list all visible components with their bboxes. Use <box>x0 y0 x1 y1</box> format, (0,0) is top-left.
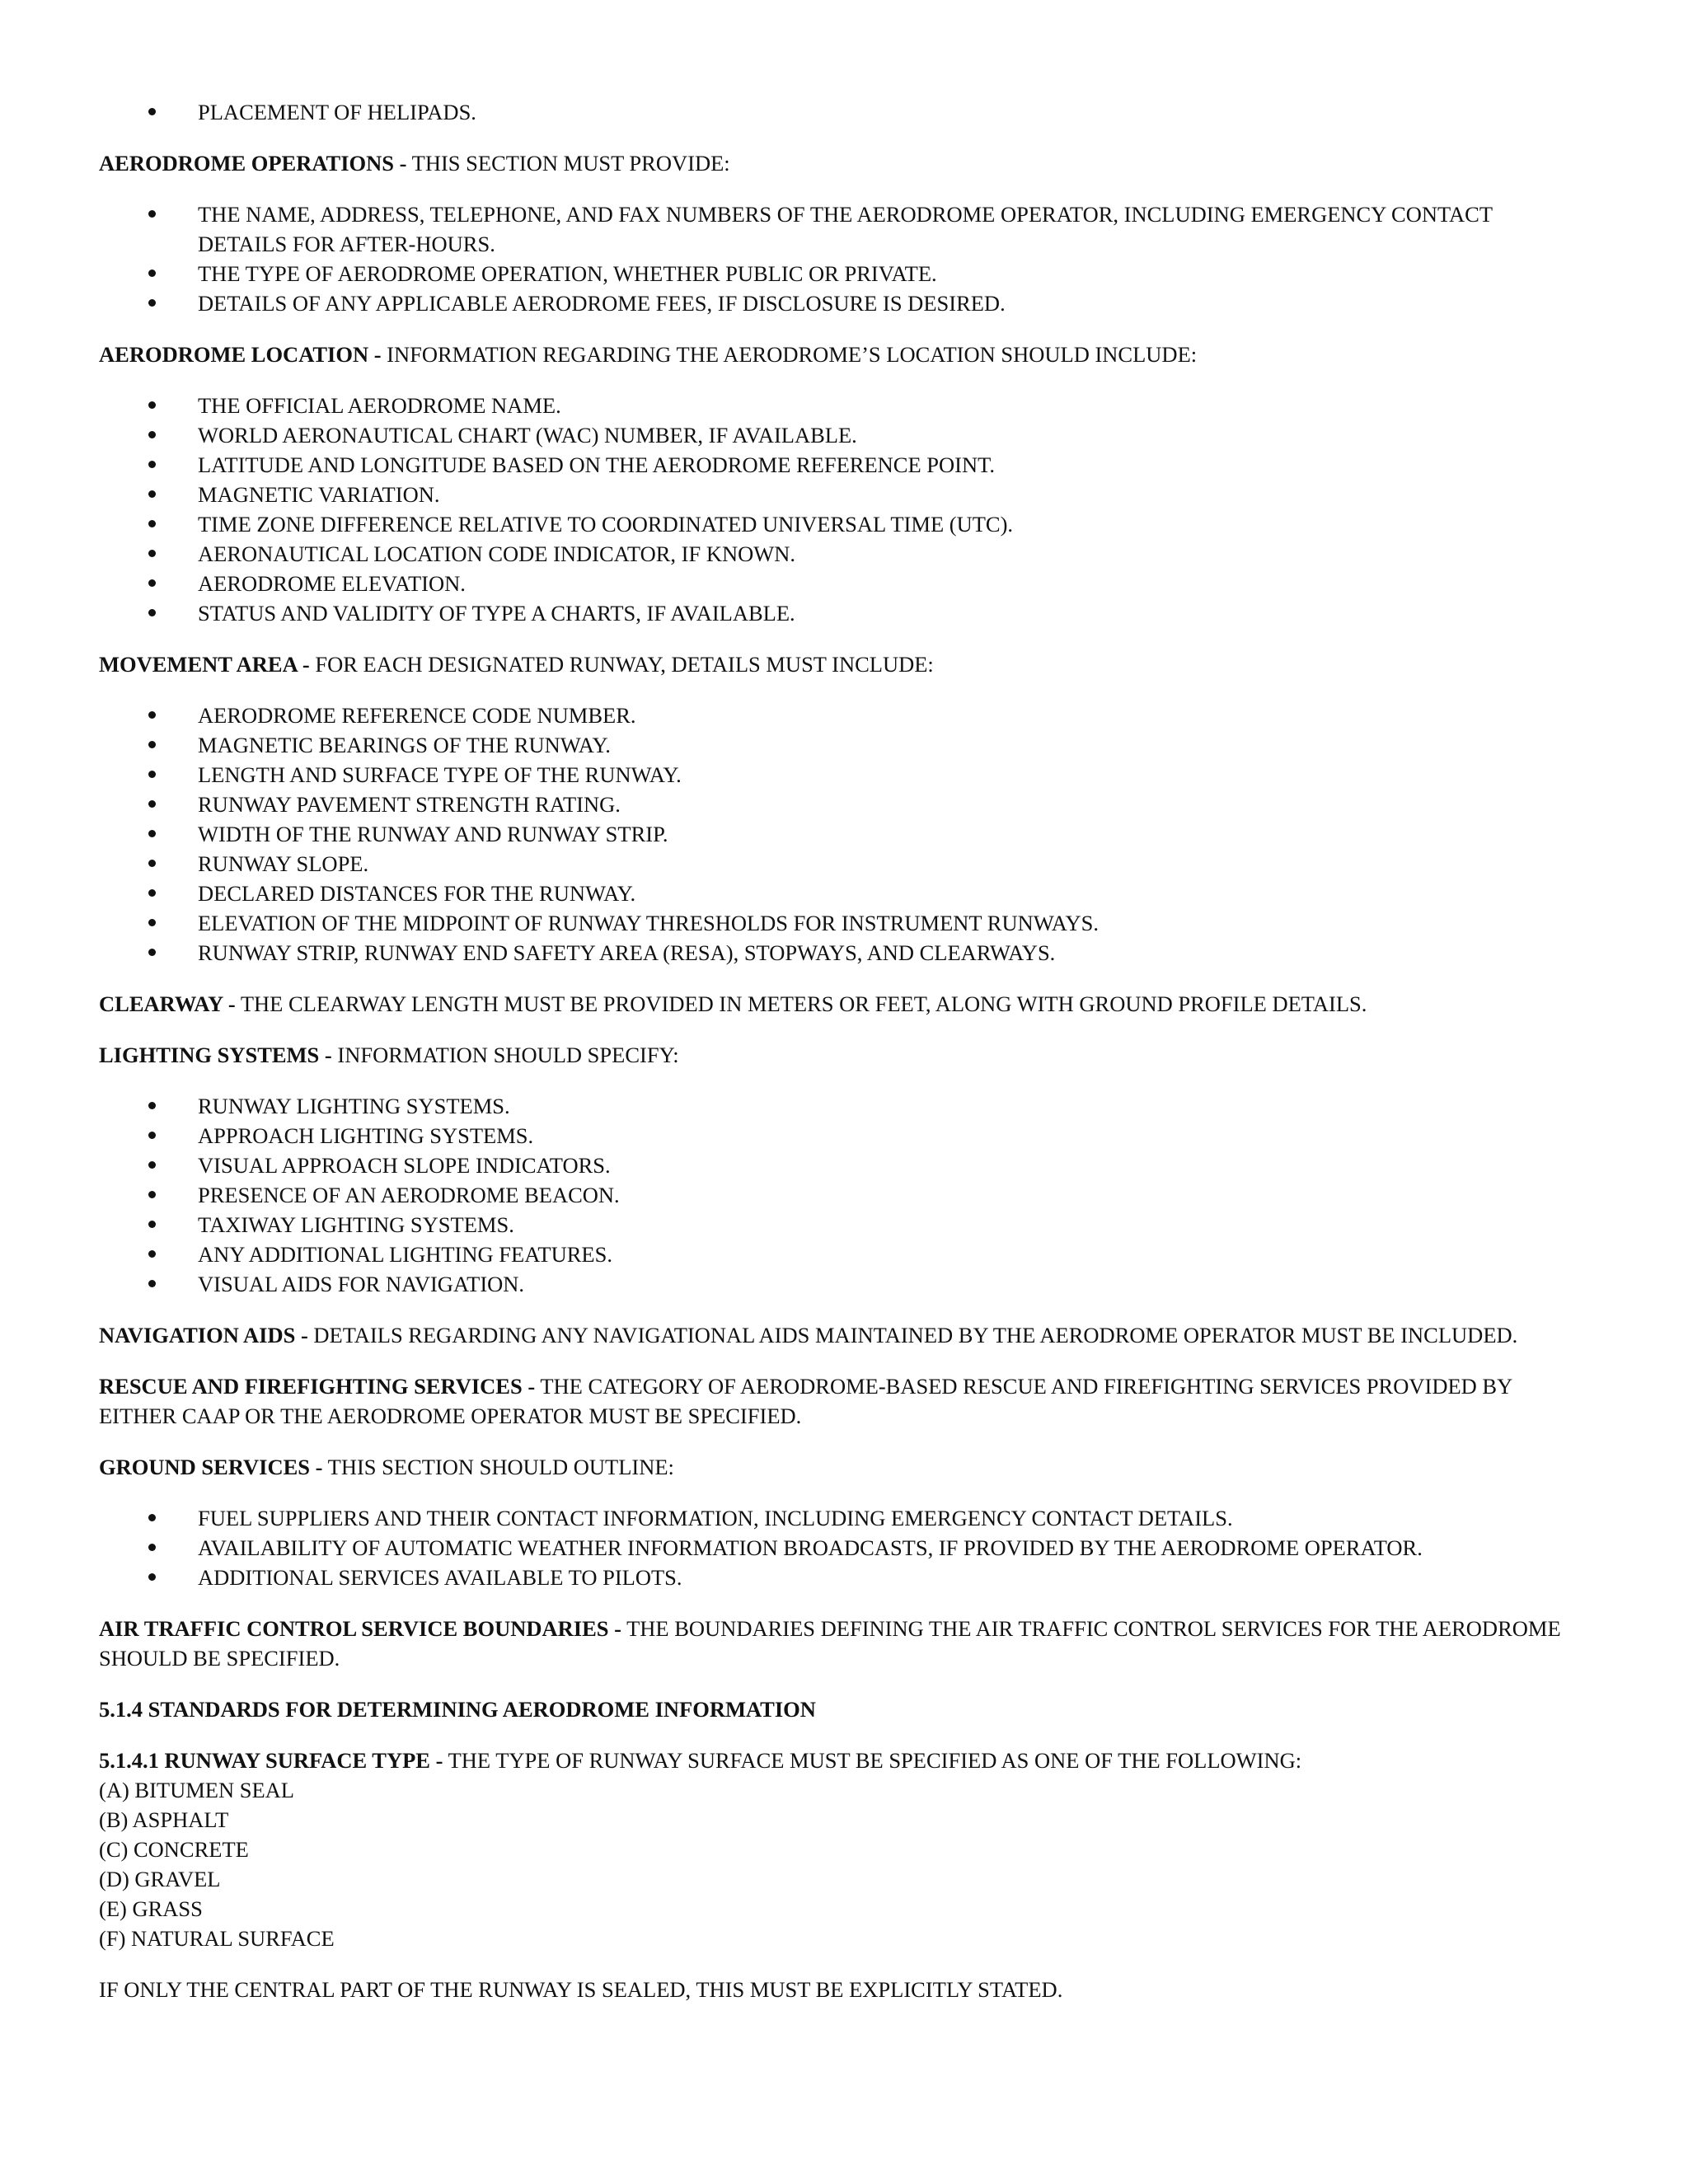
sealed-runway-note: IF ONLY THE CENTRAL PART OF THE RUNWAY IS SEALED, THIS MUST BE EXPLICITLY STATED. <box>99 1977 1063 2002</box>
section-text: FOR EACH DESIGNATED RUNWAY, DETAILS MUST INCLUDE: <box>309 652 934 677</box>
section-heading: CLEARWAY - <box>99 991 236 1016</box>
section-heading: GROUND SERVICES - <box>99 1455 323 1479</box>
aerodrome-operations-paragraph <box>99 148 1564 178</box>
section-heading: LIGHTING SYSTEMS - <box>99 1043 332 1067</box>
section-heading: MOVEMENT AREA - <box>99 652 310 677</box>
list-item: WIDTH OF THE RUNWAY AND RUNWAY STRIP. <box>198 819 1564 849</box>
runway-surface-intro <box>99 1746 1564 1775</box>
atc-boundaries-paragraph <box>99 1614 1564 1673</box>
aerodrome-operations-list <box>99 199 1564 318</box>
list-item: DECLARED DISTANCES FOR THE RUNWAY. <box>198 879 1564 908</box>
lighting-systems-list <box>99 1091 1564 1299</box>
list-item: VISUAL AIDS FOR NAVIGATION. <box>198 1269 1564 1299</box>
list-item: FUEL SUPPLIERS AND THEIR CONTACT INFORMATION, INCLUDING EMERGENCY CONTACT DETAILS. <box>198 1503 1564 1533</box>
list-item: APPROACH LIGHTING SYSTEMS. <box>198 1121 1564 1151</box>
list-item: TIME ZONE DIFFERENCE RELATIVE TO COORDINATED UNIVERSAL TIME (UTC). <box>198 509 1564 539</box>
section-heading: AERODROME LOCATION - <box>99 342 382 367</box>
list-item: AERODROME ELEVATION. <box>198 569 1564 598</box>
list-item: WORLD AERONAUTICAL CHART (WAC) NUMBER, IF AVAILABLE. <box>198 420 1564 450</box>
section-heading: NAVIGATION AIDS - <box>99 1323 308 1347</box>
list-item: THE NAME, ADDRESS, TELEPHONE, AND FAX NUMBERS OF THE AERODROME OPERATOR, INCLUDING EMERGENCY CONTACT DETAILS FOR AFTER-HOURS. <box>198 199 1564 259</box>
list-item: STATUS AND VALIDITY OF TYPE A CHARTS, IF AVAILABLE. <box>198 598 1564 628</box>
standards-heading: 5.1.4 STANDARDS FOR DETERMINING AERODROME INFORMATION <box>99 1697 816 1722</box>
list-item: TAXIWAY LIGHTING SYSTEMS. <box>198 1210 1564 1240</box>
rescue-firefighting-paragraph <box>99 1371 1564 1431</box>
ground-services-paragraph <box>99 1452 1564 1482</box>
surface-option: (B) ASPHALT <box>99 1807 229 1832</box>
list-item: THE OFFICIAL AERODROME NAME. <box>198 391 1564 420</box>
list-item: RUNWAY SLOPE. <box>198 849 1564 879</box>
section-heading: RESCUE AND FIREFIGHTING SERVICES - <box>99 1374 536 1399</box>
list-item: DETAILS OF ANY APPLICABLE AERODROME FEES, IF DISCLOSURE IS DESIRED. <box>198 288 1564 318</box>
surface-option: (A) BITUMEN SEAL <box>99 1778 294 1802</box>
aerodrome-location-paragraph <box>99 340 1564 369</box>
list-item: ANY ADDITIONAL LIGHTING FEATURES. <box>198 1240 1564 1269</box>
section-text: THIS SECTION MUST PROVIDE: <box>406 151 730 176</box>
section-heading: 5.1.4.1 RUNWAY SURFACE TYPE - <box>99 1748 443 1773</box>
list-item: VISUAL APPROACH SLOPE INDICATORS. <box>198 1151 1564 1180</box>
navigation-aids-paragraph <box>99 1320 1564 1350</box>
lighting-systems-paragraph <box>99 1040 1564 1070</box>
list-item: ADDITIONAL SERVICES AVAILABLE TO PILOTS. <box>198 1563 1564 1592</box>
list-item: MAGNETIC VARIATION. <box>198 480 1564 509</box>
list-item: AERODROME REFERENCE CODE NUMBER. <box>198 701 1564 730</box>
list-item: ELEVATION OF THE MIDPOINT OF RUNWAY THRESHOLDS FOR INSTRUMENT RUNWAYS. <box>198 908 1564 938</box>
surface-option: (D) GRAVEL <box>99 1867 221 1891</box>
list-item: RUNWAY LIGHTING SYSTEMS. <box>198 1091 1564 1121</box>
surface-option: (F) NATURAL SURFACE <box>99 1926 335 1951</box>
section-text: THIS SECTION SHOULD OUTLINE: <box>322 1455 674 1479</box>
list-item: PRESENCE OF AN AERODROME BEACON. <box>198 1180 1564 1210</box>
section-text: INFORMATION SHOULD SPECIFY: <box>331 1043 679 1067</box>
section-heading: AIR TRAFFIC CONTROL SERVICE BOUNDARIES - <box>99 1616 621 1641</box>
list-item: MAGNETIC BEARINGS OF THE RUNWAY. <box>198 730 1564 760</box>
list-item: AVAILABILITY OF AUTOMATIC WEATHER INFORMATION BROADCASTS, IF PROVIDED BY THE AERODROME OPERATOR. <box>198 1533 1564 1563</box>
section-text: THE CATEGORY OF AERODROME-BASED RESCUE AND FIREFIGHTING SERVICES PROVIDED BY EITHER CAAP OR THE AERODROME OPERATOR MUST BE SPECIFIED. <box>99 1374 1512 1428</box>
movement-area-paragraph <box>99 649 1564 679</box>
section-text: INFORMATION REGARDING THE AERODROME’S LOCATION SHOULD INCLUDE: <box>381 342 1198 367</box>
list-item: LENGTH AND SURFACE TYPE OF THE RUNWAY. <box>198 760 1564 790</box>
section-heading: AERODROME OPERATIONS - <box>99 151 407 176</box>
surface-option: (E) GRASS <box>99 1896 203 1921</box>
list-item: THE TYPE OF AERODROME OPERATION, WHETHER PUBLIC OR PRIVATE. <box>198 259 1564 288</box>
surface-option: (C) CONCRETE <box>99 1837 249 1862</box>
list-item: RUNWAY STRIP, RUNWAY END SAFETY AREA (RESA), STOPWAYS, AND CLEARWAYS. <box>198 938 1564 968</box>
section-text: THE TYPE OF RUNWAY SURFACE MUST BE SPECIFIED AS ONE OF THE FOLLOWING: <box>443 1748 1302 1773</box>
clearway-paragraph <box>99 989 1564 1019</box>
runway-surface-block <box>99 1746 1564 1953</box>
section-text: DETAILS REGARDING ANY NAVIGATIONAL AIDS MAINTAINED BY THE AERODROME OPERATOR MUST BE INCLUDED. <box>307 1323 1518 1347</box>
ground-services-list <box>99 1503 1564 1592</box>
list-item: LATITUDE AND LONGITUDE BASED ON THE AERODROME REFERENCE POINT. <box>198 450 1564 480</box>
list-item: AERONAUTICAL LOCATION CODE INDICATOR, IF KNOWN. <box>198 539 1564 569</box>
section-text: THE BOUNDARIES DEFINING THE AIR TRAFFIC CONTROL SERVICES FOR THE AERODROME SHOULD BE SPECIFIED. <box>99 1616 1561 1671</box>
aerodrome-location-list <box>99 391 1564 628</box>
list-item: RUNWAY PAVEMENT STRENGTH RATING. <box>198 790 1564 819</box>
movement-area-list <box>99 701 1564 968</box>
section-text: THE CLEARWAY LENGTH MUST BE PROVIDED IN METERS OR FEET, ALONG WITH GROUND PROFILE DETAILS. <box>235 991 1367 1016</box>
helipad-bullet-list <box>99 97 1564 127</box>
list-item: PLACEMENT OF HELIPADS. <box>198 97 1564 127</box>
